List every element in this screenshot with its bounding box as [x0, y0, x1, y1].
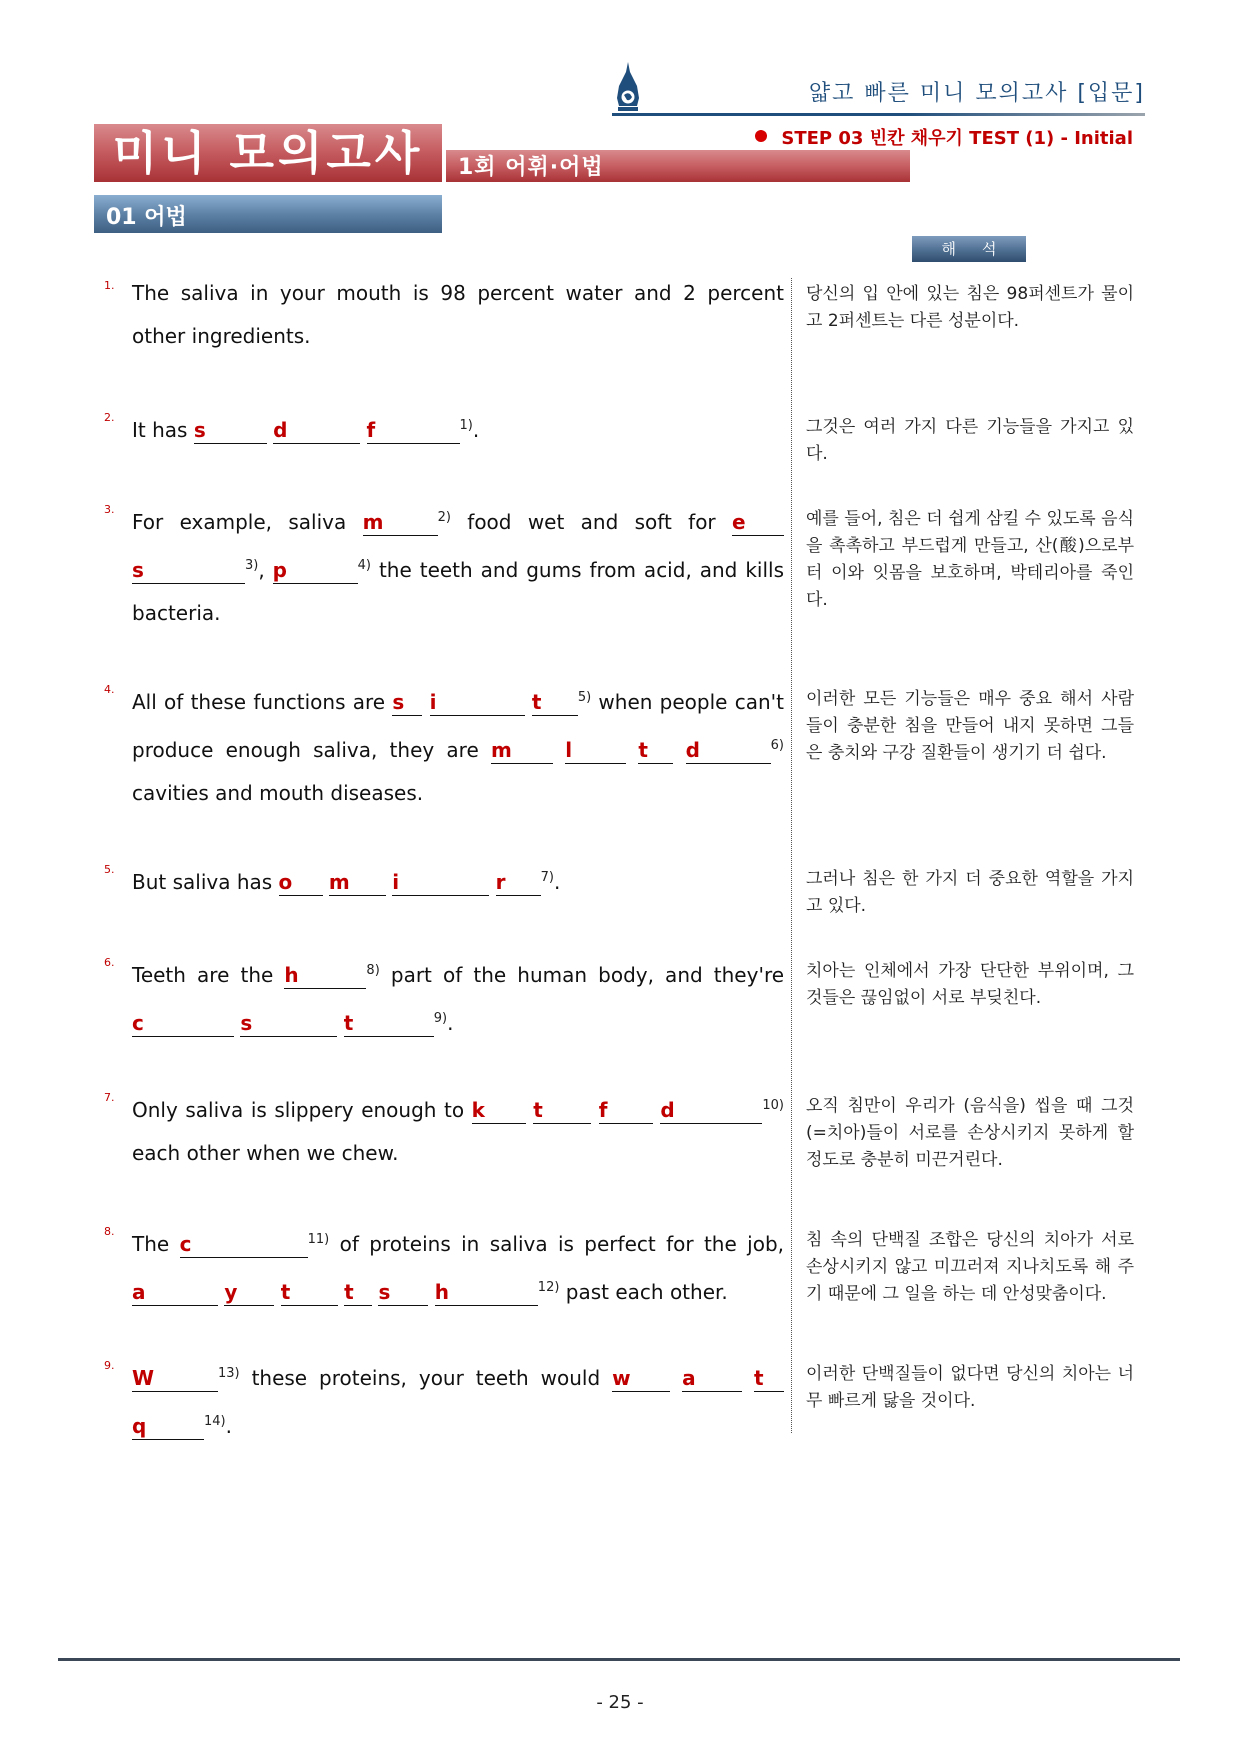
translation-8: 침 속의 단백질 조합은 당신의 치아가 서로 손상시키지 않고 미끄러져 지나치도록 해 주기 때문에 그 일을 하는 데 안성맞춤이다.: [806, 1230, 1134, 1304]
blank-input[interactable]: m: [329, 869, 386, 896]
question-text: W $^{13)}$ these proteins, your teeth would w a t q $^{14)}$.: [132, 1352, 784, 1448]
blank-input[interactable]: d: [686, 737, 771, 764]
blank-input[interactable]: c: [132, 1010, 234, 1037]
question-4: [104, 676, 784, 815]
translation-header: 해석: [912, 236, 1026, 262]
translation-6: 치아는 인체에서 가장 단단한 부위이며, 그것들은 끊임없이 서로 부딪친다.: [806, 961, 1134, 1008]
question-number: 6.: [104, 956, 115, 969]
question-text: All of these functions are s i t $^{5)}$ when people can't produce enough saliva, they are m l t d $^{6)}$ cavities and mouth diseases.: [132, 690, 784, 805]
section-heading: 01 어법: [94, 195, 442, 233]
question-number: 1.: [104, 279, 115, 292]
blank-input[interactable]: q: [132, 1413, 204, 1440]
question-text: Teeth are the h $^{8)}$ part of the human body, and they're c s t $^{9)}$.: [132, 963, 785, 1035]
blank-input[interactable]: o: [279, 869, 323, 896]
blank-input[interactable]: e: [732, 509, 784, 536]
blank-input[interactable]: t: [533, 1097, 591, 1124]
blank-input[interactable]: t: [754, 1365, 784, 1392]
blank-input[interactable]: i: [392, 869, 489, 896]
blank-input[interactable]: l: [565, 737, 626, 764]
blank-input[interactable]: s: [240, 1010, 337, 1037]
blank-input[interactable]: p: [273, 557, 358, 584]
translation-7: 오직 침만이 우리가 (음식을) 씹을 때 그것(=치아)들이 서로를 손상시키지 못하게 할 정도로 충분히 미끈거린다.: [806, 1096, 1134, 1170]
question-text: It has s d f $^{1)}$.: [132, 418, 480, 442]
question-text: For example, saliva m $^{2)}$ food wet and soft for e s $^{3)}$, p $^{4)}$ the teeth and gums from acid, and kills bacteria.: [132, 510, 784, 625]
question-number: 7.: [104, 1091, 115, 1104]
question-6: [104, 949, 784, 1045]
brand-title: 얇고 빠른 미니 모의고사 [입문]: [808, 81, 1145, 106]
blank-input[interactable]: k: [472, 1097, 526, 1124]
fountain-pen-globe-icon: [613, 62, 643, 114]
translation-3: 예를 들어, 침은 더 쉽게 삼킬 수 있도록 음식을 촉촉하고 부드럽게 만들고, 산(酸)으로부터 이와 잇몸을 보호하며, 박테리아를 죽인다.: [806, 509, 1134, 610]
blank-input[interactable]: t: [344, 1010, 434, 1037]
blank-input[interactable]: i: [430, 689, 525, 716]
translation-4: 이러한 모든 기능들은 매우 중요 해서 사람들이 충분한 침을 만들어 내지 못하면 그들은 충치와 구강 질환들이 생기기 더 쉽다.: [806, 689, 1134, 763]
question-text: The saliva in your mouth is 98 percent water and 2 percent other ingredients.: [132, 281, 784, 348]
translation-5: 그러나 침은 한 가지 더 중요한 역할을 가지고 있다.: [806, 869, 1134, 916]
blank-input[interactable]: m: [363, 509, 438, 536]
blank-input[interactable]: r: [496, 869, 541, 896]
blank-input[interactable]: a: [682, 1365, 742, 1392]
blank-input[interactable]: t: [638, 737, 673, 764]
question-2: [104, 404, 784, 452]
question-text: The c $^{11)}$ of proteins in saliva is perfect for the job, a y t t s h $^{12)}$ past each other.: [132, 1232, 784, 1304]
question-text: But saliva has o m i r $^{7)}$.: [132, 870, 561, 894]
blank-input[interactable]: w: [612, 1365, 670, 1392]
translation-2: 그것은 여러 가지 다른 기능들을 가지고 있다.: [806, 417, 1134, 464]
blank-input[interactable]: t: [532, 689, 578, 716]
question-9: [104, 1352, 784, 1448]
footer-rule: [58, 1658, 1180, 1661]
question-3: [104, 496, 784, 635]
question-1: [104, 272, 784, 358]
question-number: 9.: [104, 1359, 115, 1372]
step-label: STEP 03 빈칸 채우기 TEST (1) - Initial: [755, 124, 1133, 150]
question-8: [104, 1218, 784, 1314]
answer-ref: 1): [459, 418, 473, 433]
blank-input[interactable]: s: [378, 1279, 428, 1306]
question-7: [104, 1084, 784, 1175]
question-number: 8.: [104, 1225, 115, 1238]
blank-input[interactable]: c: [180, 1231, 308, 1258]
question-number: 2.: [104, 411, 115, 424]
blank-input[interactable]: h: [435, 1279, 538, 1306]
blank-input[interactable]: d: [660, 1097, 762, 1124]
blank-input[interactable]: y: [224, 1279, 274, 1306]
blank-input[interactable]: s: [194, 417, 267, 444]
blank-input[interactable]: h: [284, 962, 366, 989]
question-number: 4.: [104, 683, 115, 696]
bullet-dot-icon: [755, 130, 767, 142]
blank-input[interactable]: a: [132, 1279, 218, 1306]
translation-9: 이러한 단백질들이 없다면 당신의 치아는 너무 빠르게 닳을 것이다.: [806, 1364, 1134, 1411]
question-5: [104, 856, 784, 904]
column-divider: [791, 278, 792, 1433]
blank-input[interactable]: W: [132, 1365, 218, 1392]
page-subtitle: 1회 어휘·어법: [446, 150, 910, 182]
blank-input[interactable]: t: [281, 1279, 338, 1306]
question-text: Only saliva is slippery enough to k t f d $^{10)}$ each other when we chew.: [132, 1098, 784, 1165]
brand-underline: [612, 113, 1145, 116]
blank-input[interactable]: f: [367, 417, 460, 444]
blank-input[interactable]: t: [344, 1279, 372, 1306]
translation-1: 당신의 입 안에 있는 침은 98퍼센트가 물이고 2퍼센트는 다른 성분이다.: [806, 284, 1134, 331]
blank-input[interactable]: f: [599, 1097, 653, 1124]
blank-input[interactable]: s: [392, 689, 422, 716]
blank-input[interactable]: m: [491, 737, 553, 764]
page-title: 미니 모의고사: [94, 124, 442, 182]
blank-input[interactable]: s: [132, 557, 245, 584]
question-number: 3.: [104, 503, 115, 516]
blank-input[interactable]: d: [273, 417, 360, 444]
page-number: - 25 -: [596, 1692, 644, 1713]
question-number: 5.: [104, 863, 115, 876]
